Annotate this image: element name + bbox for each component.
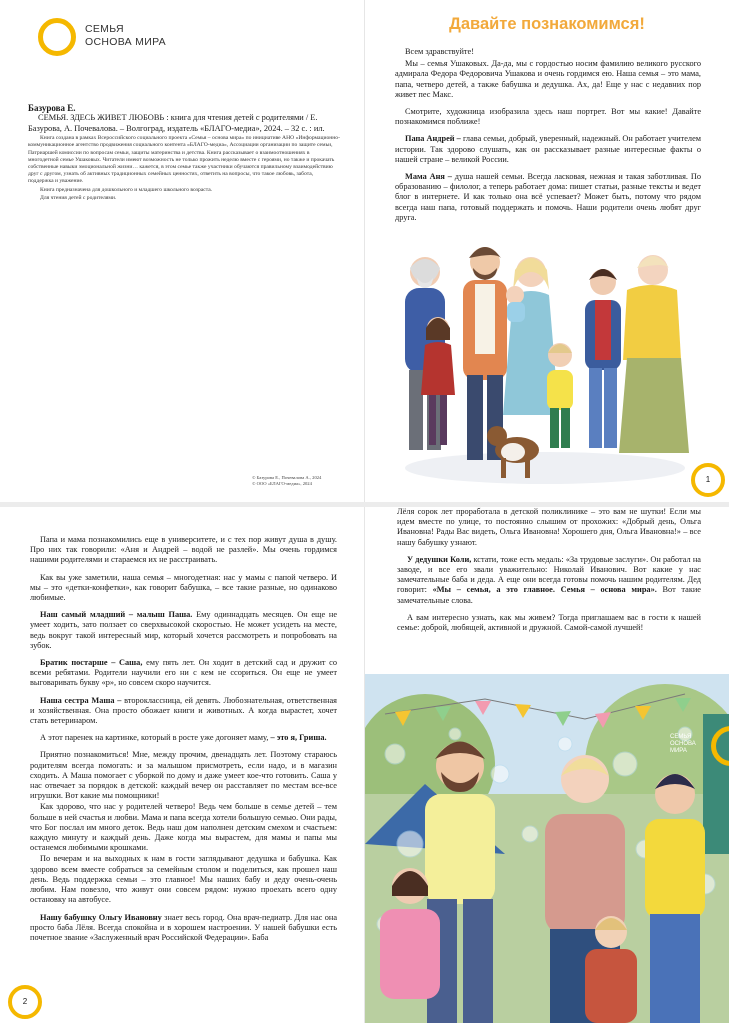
paragraph-sasha: Братик постарше – Саша, ему пять лет. Он ходит в детский сад и дружит со всеми ребятами. Родители научили его ни с кем не ссориться. Он еще не умеет выговаривать букву «р», но совсем скоро научится. bbox=[30, 658, 338, 688]
page-number-badge: 2 bbox=[8, 985, 42, 1019]
paragraph: Мы – семья Ушаковых. Да-да, мы с гордостью носим фамилию великого русского адмирала Федора Федоровича Ушакова и очень гордимся ею. Наша семья – это мама, папа, четверо детей, а также бабушка и дедушка. Ах, да! Еще у нас с недавних пор живет пес Макс. bbox=[395, 59, 701, 99]
logo-line-2: ОСНОВА МИРА bbox=[85, 36, 166, 48]
banner-line-1: СЕМЬЯ bbox=[670, 734, 692, 740]
catalog-age-note: Книга предназначена для дошкольного и младшего школьного возраста. bbox=[40, 186, 213, 193]
copyright-authors: © Базурова Е., Почевалова А., 2024 bbox=[252, 475, 322, 480]
paragraph-grandma: Нашу бабушку Ольгу Ивановну знает весь город. Она врач-педиатр. Для нас она просто баба Лёля. Всегда спокойна и в хорошем настроении. У нашей бабушки есть почетное звание «Заслуженный врач Российской Федерации». Баба bbox=[30, 912, 337, 942]
paragraph: По вечерам и на выходных к нам в гости заглядывают дедушка и бабушка. Как здорово всем вместе собраться за семейным столом и поделиться, как прошел наш день. Ведь поддержка семьи – это главное! Мы наших бабу и деду очень-очень любим. Нам повезло, что живут они совсем рядом: нужно проехать всего одну остановку на автобусе. bbox=[30, 854, 337, 905]
catalog-reading-note: Для чтения детей с родителями. bbox=[40, 194, 117, 201]
grisha-figure bbox=[585, 269, 621, 448]
mom-figure bbox=[545, 814, 625, 934]
sasha-figure bbox=[547, 343, 573, 448]
imprint-page bbox=[0, 0, 364, 502]
festival-illustration bbox=[365, 674, 729, 1023]
grisha-figure bbox=[645, 819, 705, 919]
spread-1 bbox=[0, 0, 729, 502]
paragraph: Приятно познакомиться! Мне, между прочим, двенадцать лет. Поэтому стараюсь родителям всегда помогать: и за малышом присмотреть, если надо, и в магазин сходить. А Маша помогает с уборкой по дому и даже умеет кое-что готовить. Саша у нас отвечает за порядок в детской: каждый вечер он расставляет по местам все-все игрушки. Вот какие мы помощники! bbox=[30, 750, 337, 801]
catalog-title: СЕМЬЯ. ЗДЕСЬ ЖИВЕТ ЛЮБОВЬ : книга для чтения детей с родителями / Е. Базурова, А. Почевалова. – Волгоград, издатель «БЛАГО-медиа», 2024. – 32 с. : ил. bbox=[28, 113, 325, 133]
paragraph-dad: Папа Андрей – глава семьи, добрый, уверенный, надежный. Он работает учителем истории. Так здорово слушать, как он рассказывает разные интересные факты о нашей стране – великой России. bbox=[395, 134, 702, 164]
paragraph-mom: Мама Аня – душа нашей семьи. Всегда ласковая, нежная и такая заботливая. По образованию – филолог, а теперь работает дома: пишет статьи, разные тексты и ведет блог в интернете. И как только она всё успевает? Может быть, потому что рядом всегда наш папа, готовый поддержать и помочь. Наши родители очень любят друг друга. bbox=[395, 172, 701, 222]
catalog-annotation: Книга создана в рамках Всероссийского социального проекта «Семья – основа мира» по инициативе АНО «Информационно-коммуникационное агентство продвижения социального контента «БЛАГО-медиа», Ассоциации организации по защите семьи, Патриаршей комиссии по вопросам семьи, защиты материнства и детства. Книга рассказывает о взаимоотношениях в многодетной семье Ушаковых. Читатели имеют возможность не только прожить неделю вместе с героями, но также и прокачать собственные навыки эмоциональной жизни… кажется, в этом семье также участники обучаются правильному взаимодействию друг с другом, узнать об активных традиционных семейных ценностях, ответить на вопросы, что такое любовь, забота, поддержка и уважение. bbox=[28, 135, 340, 185]
paragraph: Смотрите, художница изобразила здесь наш портрет. Вот мы какие! Давайте познакомимся поближе! bbox=[395, 107, 701, 127]
spread-2 bbox=[0, 507, 729, 1023]
grandma-figure bbox=[619, 255, 689, 453]
page-heading: Давайте познакомимся! bbox=[449, 15, 645, 33]
paragraph: Папа и мама познакомились еще в университете, и с тех пор живут душа в душу. Про них так говорили: «Аня и Андрей – водой не разлей». Мы очень гордимся нашими родителями и стараемся их не расстраивать. bbox=[30, 535, 337, 565]
logo-line-1: СЕМЬЯ bbox=[85, 23, 124, 35]
masha-figure bbox=[380, 909, 440, 999]
page-2 bbox=[0, 507, 364, 1023]
paragraph: Лёля сорок лет проработала в детской поликлинике – это вам не шутки! Если мы идем вместе по улице, то постоянно слышим от прохожих: «Добрый день, Ольга Ивановна! Рады Вас видеть, Ольга Ивановна! Хорошего дня, Ольга Ивановна!» – все нашу бабушку узнают. bbox=[397, 507, 701, 547]
page-2-text bbox=[30, 535, 337, 950]
copyright-publisher: © ООО «БЛАГО-медиа», 2024 bbox=[252, 481, 312, 486]
paragraph-grandpa: У дедушки Коли, кстати, тоже есть медаль: «За трудовые заслуги». Он работал на заводе, и все его звали уважительно: Николай Иванович. Вот какие у нас замечательные баба и деда. А еще они всегда готовы помочь нашим родителям. Дед говорит: «Мы – семья, а это главное. Семья – основа мира». Вот такие замечательные слова. bbox=[397, 554, 701, 605]
paragraph-masha: Наша сестра Маша – второклассница, ей девять. Любознательная, ответственная и хозяйственная. Она просто обожает книги и животных. А когда вырастет, хочет стать ветеринаром. bbox=[30, 695, 337, 726]
greeting: Всем здравствуйте! bbox=[405, 47, 474, 56]
banner-line-2: ОСНОВА МИРА bbox=[670, 741, 696, 754]
catalog-record bbox=[28, 103, 340, 202]
page-1 bbox=[365, 0, 729, 502]
page-3 bbox=[365, 507, 729, 1023]
page-1-text bbox=[395, 47, 701, 230]
catalog-author: Базурова Е. bbox=[28, 103, 76, 113]
paragraph-grisha: А этот паренек на картинке, который в росте уже догоняет маму, – это я, Гриша. bbox=[40, 733, 327, 743]
page-3-text bbox=[397, 507, 701, 640]
sasha-figure bbox=[585, 949, 637, 1023]
page-number-badge: 1 bbox=[691, 463, 725, 497]
banner bbox=[710, 764, 729, 800]
logo-ring-icon bbox=[38, 18, 76, 56]
copyright bbox=[252, 475, 321, 487]
paragraph: Как здорово, что нас у родителей четверо! Ведь чем больше в семье детей – тем больше в ней счастья и любви. Мама и папа всегда хотели большую семью. Они рады, что Бог послал им много деток. Ведь наш дом наполнен детским смехом и счастьем: каждую минуту и каждый день. Даже когда мы вырастем, для мамы и папы мы останемся любимыми крошками. bbox=[30, 802, 337, 853]
paragraph-pasha: Наш самый младший – малыш Паша. Ему одиннадцать месяцев. Он еще не умеет ходить, зато ползает со сверхвысокой скоростью. Не может усидеть на месте, ведь вокруг такой интересный мир, который хочется рассмотреть и попробовать на зубок. bbox=[30, 610, 337, 650]
paragraph: Как вы уже заметили, наша семья – многодетная: нас у мамы с папой четверо. И мы – это «детки-конфетки», как говорит бабушка, – все такие разные, но одинаково любимые. bbox=[30, 572, 337, 603]
dad-figure bbox=[425, 794, 495, 904]
paragraph: А вам интересно узнать, как мы живем? Тогда приглашаем вас в гости к нашей семье: доброй, любящей, активной и дружной. Самой-самой лучшей! bbox=[397, 612, 701, 633]
banner-text bbox=[670, 734, 696, 755]
family-portrait-illustration bbox=[395, 240, 695, 495]
